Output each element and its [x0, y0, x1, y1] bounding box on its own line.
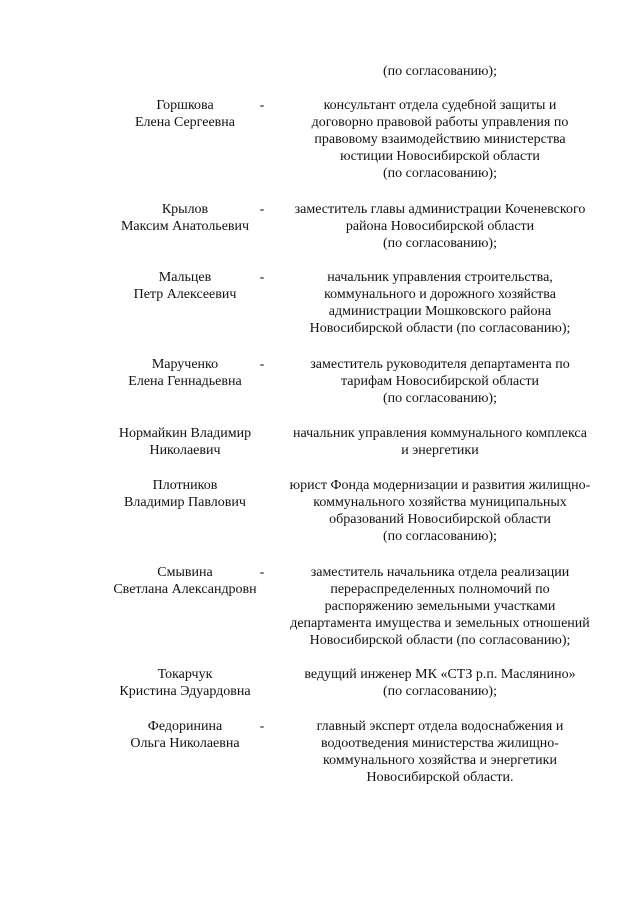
member-role: [280, 564, 600, 649]
name-line: Петр Алексеевич: [133, 287, 237, 302]
member-name: [70, 425, 300, 459]
name-line: Токарчук: [157, 667, 213, 682]
role-line: тарифам Новосибирской области: [340, 374, 540, 389]
role-line: распоряжению земельными участками: [324, 599, 556, 614]
name-line: Кристина Эдуардовна: [119, 684, 251, 699]
dash-separator: -: [259, 202, 265, 217]
role-line: администрации Мошковского района: [328, 304, 552, 319]
role-line: Новосибирской области (по согласованию);: [309, 633, 571, 648]
role-line: коммунального хозяйства муниципальных: [313, 495, 567, 510]
role-line: заместитель главы администрации Коченевского: [294, 202, 586, 217]
role-line: начальник управления строительства,: [327, 270, 553, 285]
name-line: Владимир Павлович: [124, 495, 246, 510]
member-name: [70, 477, 300, 511]
member-name: [70, 666, 300, 700]
name-line: Нормайкин Владимир: [118, 426, 252, 441]
role-line: водоотведения министерства жилищно-: [321, 736, 559, 751]
name-line: Горшкова: [156, 98, 214, 113]
name-line: Елена Геннадьевна: [128, 374, 242, 389]
role-line: договорно правовой работы управления по: [311, 115, 569, 130]
role-line: коммунального хозяйства и энергетики: [323, 753, 557, 768]
member-role: [280, 718, 600, 786]
member-role: [280, 201, 600, 252]
name-line: Елена Сергеевна: [135, 115, 235, 130]
name-line: Марученко: [151, 357, 219, 372]
name-line: Смывина: [157, 565, 213, 580]
dash-separator: -: [259, 565, 265, 580]
name-line: Крылов: [161, 202, 209, 217]
member-role: [280, 477, 600, 545]
role-line: Новосибирской области (по согласованию);: [309, 321, 571, 336]
role-line: консультант отдела судебной защиты и: [323, 98, 557, 113]
name-line: Федоринина: [147, 719, 223, 734]
role-line: департамента имущества и земельных отношений: [290, 616, 590, 631]
role-line: заместитель руководителя департамента по: [310, 357, 570, 372]
role-line: главный эксперт отдела водоснабжения и: [316, 719, 564, 734]
role-line: ведущий инженер МК «СТЗ р.п. Маслянино»: [304, 667, 576, 682]
role-line: образований Новосибирской области: [329, 512, 551, 527]
member-role: [280, 356, 600, 407]
dash-separator: -: [259, 357, 265, 372]
name-line: Плотников: [152, 478, 218, 493]
role-line: (по согласованию);: [383, 236, 497, 251]
name-line: Максим Анатольевич: [120, 219, 250, 234]
name-line: Светлана Александровн: [113, 582, 257, 597]
name-line: Николаевич: [149, 443, 221, 458]
role-line: юстиции Новосибирской области: [340, 149, 540, 164]
name-line: Мальцев: [158, 270, 212, 285]
role-line: правовому взаимодействию министерства: [314, 132, 566, 147]
role-line: (по согласованию);: [383, 684, 497, 699]
role-line: начальник управления коммунального комплекса: [293, 426, 587, 441]
continuation-line: (по согласованию);: [383, 64, 497, 79]
dash-separator: -: [259, 98, 265, 113]
dash-separator: -: [259, 719, 265, 734]
member-role: [280, 425, 600, 459]
member-role: [280, 666, 600, 700]
role-line: заместитель начальника отдела реализации: [310, 565, 570, 580]
role-line: и энергетики: [401, 443, 479, 458]
member-role: [280, 269, 600, 337]
role-line: (по согласованию);: [383, 391, 497, 406]
member-role: [280, 97, 600, 182]
role-line: района Новосибирской области: [345, 219, 535, 234]
dash-separator: -: [259, 270, 265, 285]
role-line: юрист Фонда модернизации и развития жилищно-: [289, 478, 591, 493]
role-line: (по согласованию);: [383, 529, 497, 544]
role-line: коммунального и дорожного хозяйства: [324, 287, 556, 302]
role-line: (по согласованию);: [383, 166, 497, 181]
role-line: Новосибирской области.: [366, 770, 514, 785]
name-line: Ольга Николаевна: [130, 736, 240, 751]
role-line: перераспределенных полномочий по: [330, 582, 550, 597]
